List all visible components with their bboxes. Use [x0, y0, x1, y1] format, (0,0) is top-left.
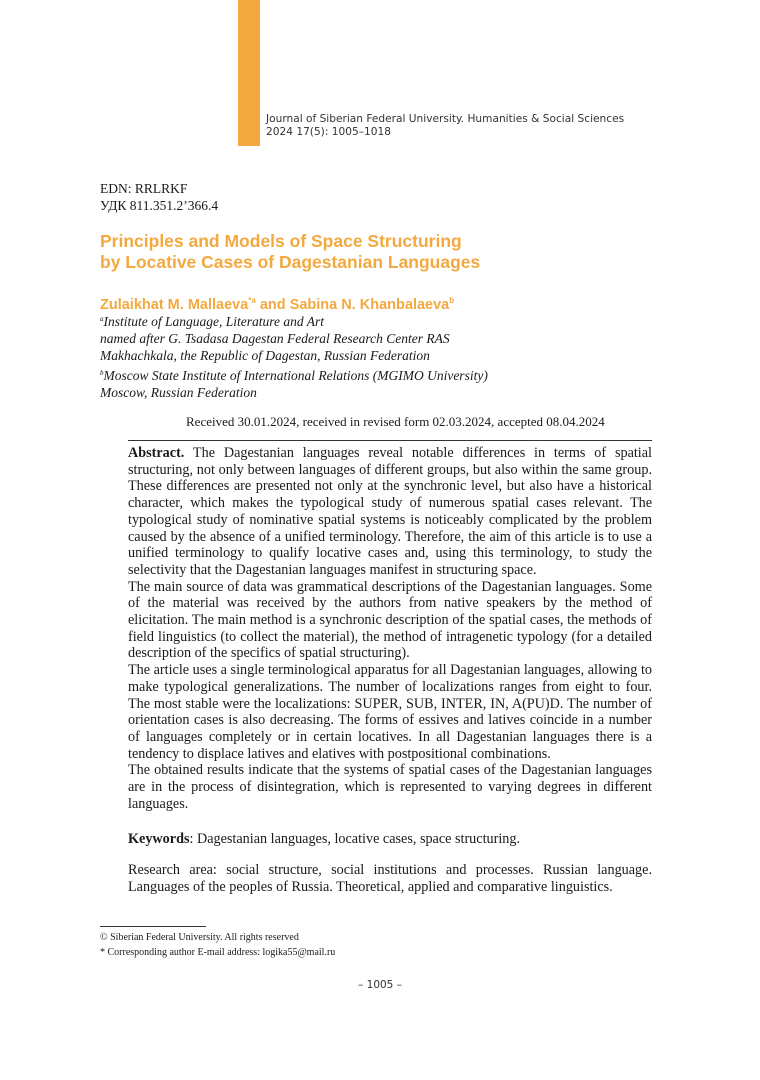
author-1-marker: *a: [248, 296, 256, 305]
abstract-paragraph-2: The main source of data was grammatical descriptions of the Dagestanian languages. Some of the material was received by the authors from native speakers by the method of elicitation. The main method is a synchronic description of the spatial cases, the methods of field linguistics (to collect the material), the method of intragenetic typology (for a detailed description of the specifics of spatial structuring).: [128, 578, 652, 662]
identifiers: [100, 180, 218, 214]
article-title: [100, 231, 620, 273]
author-conjunction: and: [255, 297, 290, 313]
abstract: [128, 445, 652, 812]
received-dates: Received 30.01.2024, received in revised form 02.03.2024, accepted 08.04.2024: [186, 414, 605, 429]
footnote-divider: [100, 926, 206, 927]
affiliation-a-line-2: named after G. Tsadasa Dagestan Federal Research Center RAS: [100, 331, 450, 347]
udk-id: УДК 811.351.2’366.4: [100, 198, 219, 213]
journal-header: [266, 113, 624, 139]
affiliation-b-line-1: $^b$Moscow State Institute of International Relations (MGIMO University): [100, 367, 488, 383]
title-line-2: by Locative Cases of Dagestanian Languages: [100, 252, 481, 272]
page-number: – 1005 –: [358, 979, 402, 991]
footnotes: [100, 930, 335, 960]
affiliation-b-marker: b: [100, 368, 104, 377]
affiliation-a-marker: a: [100, 315, 104, 323]
affiliation-b-line-2: Moscow, Russian Federation: [100, 384, 257, 400]
author-2-marker: b: [449, 296, 455, 305]
abstract-paragraph-1: Abstract. The Dagestanian languages reveal notable differences in terms of spatial structuring, not only between languages of different groups, but also within the same group. These differences are presented not only at the synchronic level, but also have a historical character, which makes the typological study of numerous spatial cases relevant. The typological study of nominative spatial systems is noticeably complicated by the problem caused by the absence of a unified terminology. Therefore, the aim of this article is to use a unified terminology to qualify locative cases and, using this terminology, to study the selectivity that the Dagestanian languages manifest in structuring space.: [128, 445, 652, 578]
abstract-paragraph-4: The obtained results indicate that the systems of spatial cases of the Dagestanian languages are in the process of disintegration, which is represented to varying degrees in different languages.: [128, 762, 652, 812]
keywords: [128, 831, 652, 848]
edn-id: EDN: RRLRKF: [100, 181, 188, 196]
abstract-paragraph-3: The article uses a single terminological apparatus for all Dagestanian languages, allowing to make typological generalizations. The number of localizations ranges from eight to four. The most stable were the localizations: SUPER, SUB, INTER, IN, A(PU)D. The number of orientation cases is also decreasing. The forms of essives and latives coincide in a number of languages completely or in certain locatives. In all Dagestanian languages there is a tendency to displace latives and elatives with postpositional combinations.: [128, 662, 652, 762]
research-area: Research area: social structure, social institutions and processes. Russian language. Languages of the peoples of Russia. Theoretical, applied and comparative linguistics.: [128, 862, 652, 896]
affiliation-a-line-1: $^a$Institute of Language, Literature and Art: [100, 314, 325, 329]
author-1: Zulaikhat M. Mallaeva: [100, 297, 249, 313]
affiliation-a-line-3: Makhachkala, the Republic of Dagestan, Russian Federation: [100, 348, 430, 364]
keywords-text: : Dagestanian languages, locative cases, space structuring.: [189, 831, 521, 847]
journal-name: Journal of Siberian Federal University. Humanities & Social Sciences: [266, 113, 625, 125]
keywords-label: Keywords: [128, 831, 190, 847]
author-2: Sabina N. Khanbalaeva: [289, 297, 450, 313]
abstract-divider: [128, 440, 652, 441]
corresponding-author-note: * Corresponding author E-mail address: logika55@mail.ru: [100, 947, 336, 958]
journal-issue: 2024 17(5): 1005–1018: [266, 126, 391, 138]
abstract-label: Abstract.: [128, 445, 185, 461]
copyright-note: © Siberian Federal University. All rights reserved: [100, 932, 299, 943]
journal-accent-bar: [238, 0, 260, 146]
affiliations: [100, 311, 488, 401]
title-line-1: Principles and Models of Space Structuring: [100, 231, 462, 251]
